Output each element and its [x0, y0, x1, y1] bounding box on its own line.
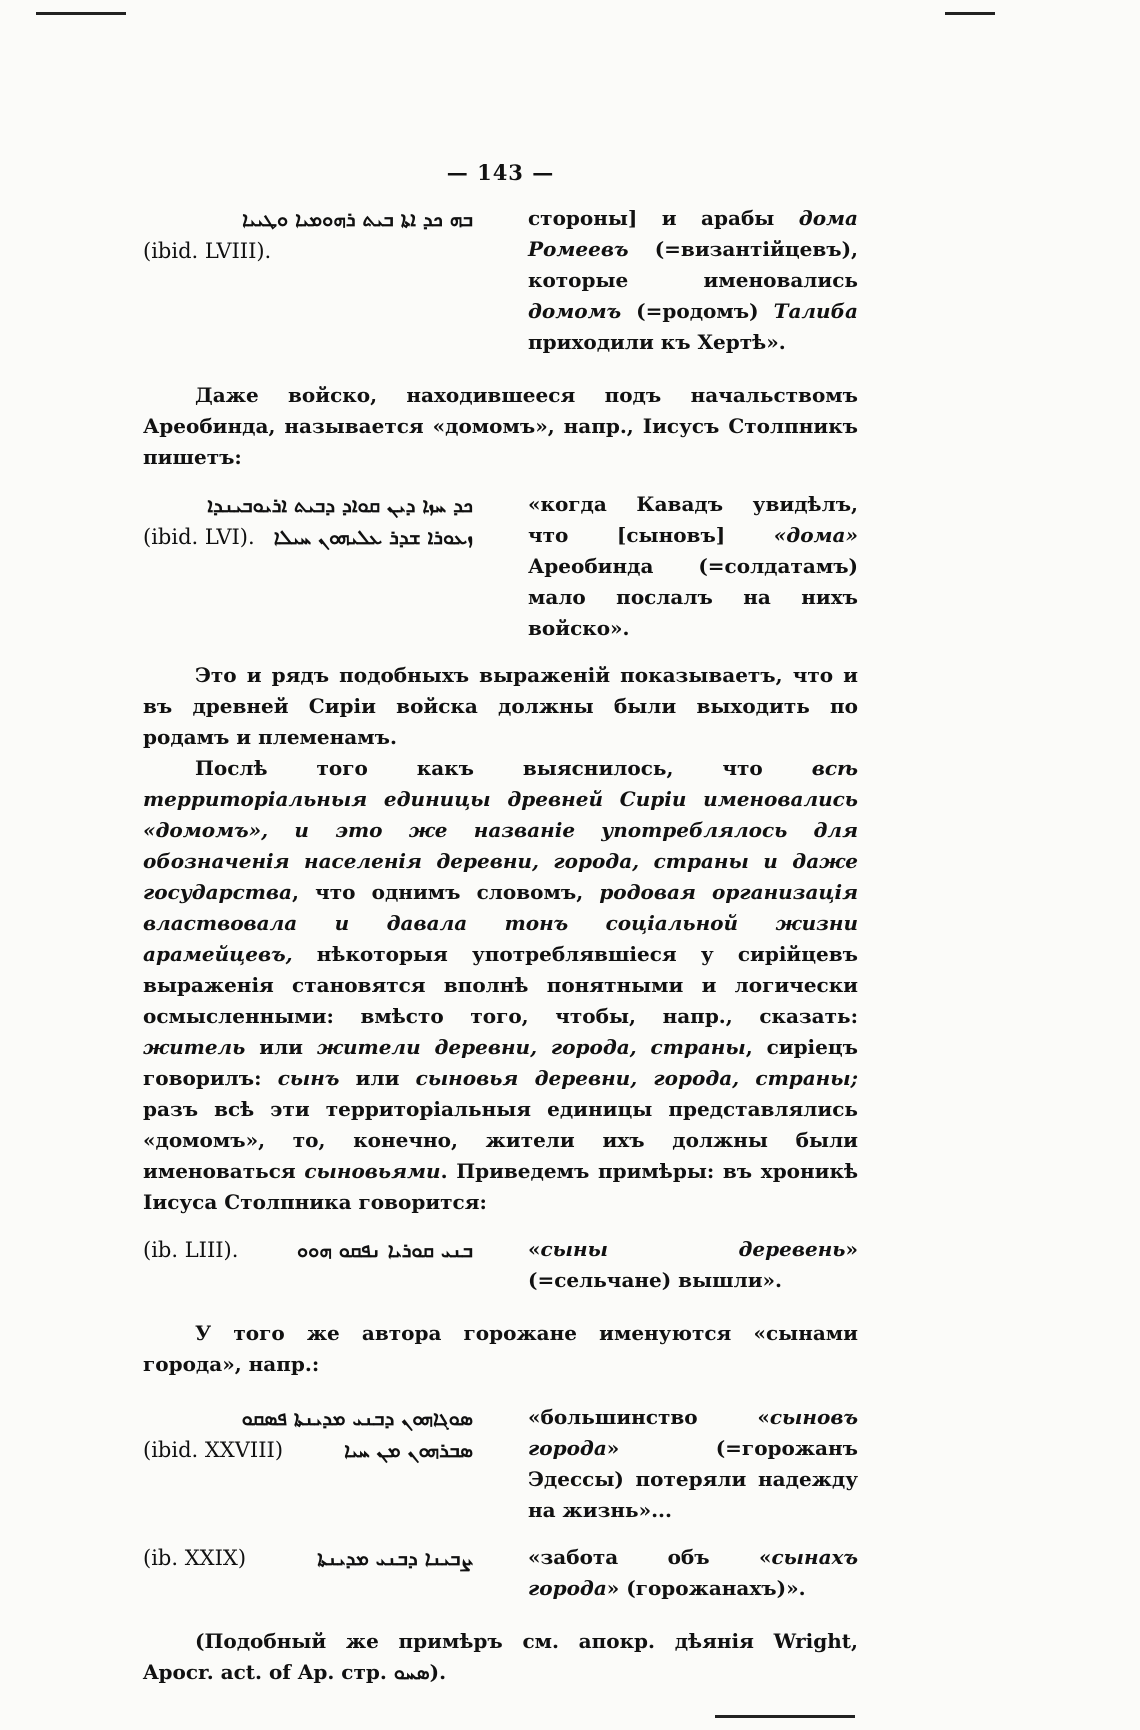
- russian-translation-1: стороны] и арабы дома Ромеевъ (=византійцевъ), которые именовались домомъ (=родомъ) Талиба приходили къ Хертѣ».: [528, 206, 858, 354]
- syriac-text-line-2: ܣܒܪܗܘܢ ܡܢ ܚܝܐ: [344, 1438, 473, 1462]
- example-block-5: [143, 1542, 858, 1604]
- citation-ref: (ib. XXIX): [143, 1546, 247, 1570]
- syriac-text: ܒܗ ܟܕ ܐܬܐ ܒܝܬ ܪܗܘܡܝܐ ܘܛܝܝܐ: [242, 207, 473, 231]
- paragraph-4: У того же автора горожане именуются «сынами города», напр.:: [143, 1321, 858, 1376]
- russian-translation-5: «забота объ «сынахъ города» (горожанахъ)».: [528, 1545, 858, 1600]
- scan-artifact-top-right: [945, 12, 995, 15]
- paragraph-5: (Подобный же примѣръ см. апокр. дѣянія Wright, Apocr. act. of Ap. стр. ܣܚܘ).: [143, 1629, 858, 1684]
- example-block-2: [143, 489, 858, 644]
- syriac-quote-4: [143, 1402, 473, 1466]
- scan-artifact-bottom-right: [715, 1715, 855, 1718]
- citation-ref: (ibid. XXVIII): [143, 1438, 284, 1462]
- paragraph-3: Послѣ того какъ выяснилось, что всѣ территоріальныя единицы древней Сиріи именовались «домомъ», и это же названіе употреблялось для обозначенія населенія деревни, города, страны и даже государства, что однимъ словомъ, родовая организація властвовала и давала тонъ соціальной жизни арамейцевъ, нѣкоторыя употреблявшiеся у сирійцевъ выраженія становятся вполнѣ понятными и логически осмысленными: вмѣсто того, чтобы, напр., сказать: житель или жители деревни, города, страны, сиріецъ говорилъ: сынъ или сыновья деревни, города, страны; разъ всѣ эти территоріальныя единицы представлялись «домомъ», то, конечно, жители ихъ должны были именоваться сыновьями. Приведемъ примѣры: въ хроникѣ Іисуса Столпника говорится:: [143, 756, 859, 1214]
- page-number: — 143 —: [446, 160, 555, 185]
- book-page: [143, 160, 858, 1688]
- syriac-quote-5: [143, 1542, 473, 1574]
- russian-translation-2: «когда Кавадъ увидѣлъ, что [сыновъ] «дома» Ареобинда (=солдатамъ) мало послалъ на нихъ войско».: [528, 492, 858, 640]
- syriac-text: ܨܒܝܢܐ ܕܒܢܝ ܡܕܝܢܬܐ: [317, 1546, 473, 1570]
- syriac-text: ܒܢܝ ܩܘܪܝܐ ܢܦܩܘ ܗܘܘ: [297, 1238, 473, 1262]
- syriac-text-line-2: ܙܥܘܪܐ ܫܕܪ ܥܠܝܗܘܢ ܚܝܠܐ: [273, 525, 473, 549]
- paragraph-1: Даже войско, находившееся подъ начальствомъ Ареобинда, называется «домомъ», напр., Іисусъ Столпникъ пишетъ:: [143, 383, 858, 469]
- syriac-text-line-1: ܟܕ ܚܙܐ ܕܝܢ ܩܘܐܕ ܕܒܝܬ ܐܪܝܘܒܝܢܕܐ: [207, 493, 473, 517]
- russian-translation-3: «сыны деревень» (=сельчане) вышли».: [528, 1237, 858, 1292]
- example-block-1: [143, 203, 858, 358]
- example-block-4: [143, 1402, 858, 1526]
- scan-artifact-top-left: [36, 12, 126, 15]
- russian-translation-4: «большинство «сыновъ города» (=горожанъ Эдессы) потеряли надежду на жизнь»...: [528, 1405, 858, 1522]
- example-block-3: [143, 1234, 858, 1296]
- citation-ref: (ibid. LVIII).: [143, 239, 272, 263]
- syriac-quote-3: [143, 1234, 473, 1266]
- citation-ref: (ib. LIII).: [143, 1238, 239, 1262]
- citation-ref: (ibid. LVI).: [143, 525, 255, 549]
- syriac-text-line-1: ܣܘܓܐܗܘܢ ܕܒܢܝ ܡܕܝܢܬܐ ܦܣܩܘ: [241, 1406, 473, 1430]
- syriac-quote-2: [143, 489, 473, 553]
- syriac-quote-1: [143, 203, 473, 267]
- paragraph-2: Это и рядъ подобныхъ выраженій показываетъ, что и въ древней Сиріи войска должны были выходить по родамъ и племенамъ.: [143, 663, 858, 749]
